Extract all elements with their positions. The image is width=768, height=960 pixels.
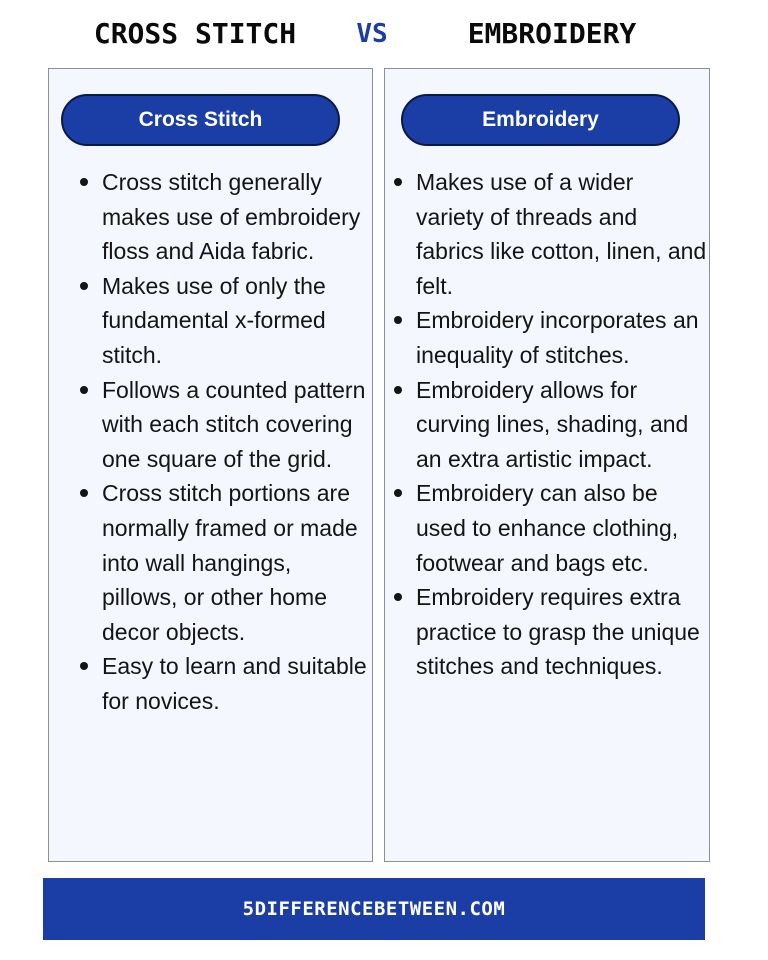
list-item: [391, 165, 707, 303]
list-item-text: Embroidery requires extra practice to grasp the unique stitches and techniques.: [416, 584, 700, 680]
bullet-icon: [80, 282, 88, 290]
list-item: [77, 165, 367, 269]
list-item: [77, 476, 367, 649]
cross-stitch-heading: Cross Stitch: [61, 94, 340, 146]
list-item-text: Easy to learn and suitable for novices.: [102, 653, 367, 714]
bullet-icon: [80, 662, 88, 670]
embroidery-column: [384, 68, 710, 862]
bullet-icon: [80, 489, 88, 497]
list-item: [77, 649, 367, 718]
list-item-text: Makes use of only the fundamental x-formed stitch.: [102, 272, 326, 368]
bullet-icon: [394, 178, 402, 186]
bullet-icon: [80, 386, 88, 394]
list-item-text: Embroidery incorporates an inequality of stitches.: [416, 307, 699, 368]
list-item-text: Embroidery can also be used to enhance clothing, footwear and bags etc.: [416, 480, 679, 576]
list-item-text: Embroidery allows for curving lines, shading, and an extra artistic impact.: [416, 376, 689, 472]
list-item: [391, 476, 707, 580]
cross-stitch-column: [48, 68, 373, 862]
left-title: CROSS STITCH: [93, 17, 297, 50]
bullet-icon: [80, 178, 88, 186]
comparison-header: [0, 14, 768, 54]
list-item-text: Cross stitch generally makes use of embroidery floss and Aida fabric.: [102, 169, 361, 265]
embroidery-heading: Embroidery: [401, 94, 680, 146]
versus-label: VS: [356, 19, 388, 49]
bullet-icon: [394, 593, 402, 601]
site-footer-banner: 5DIFFERENCEBETWEEN.COM: [43, 878, 705, 940]
list-item: [391, 373, 707, 477]
bullet-icon: [394, 386, 402, 394]
right-title: EMBROIDERY: [467, 17, 637, 50]
embroidery-points: [391, 165, 707, 684]
list-item-text: Cross stitch portions are normally framed or made into wall hangings, pillows, or other home decor objects.: [102, 480, 358, 645]
cross-stitch-points: [77, 165, 367, 719]
bullet-icon: [394, 489, 402, 497]
list-item: [391, 580, 707, 684]
list-item: [391, 303, 707, 372]
list-item: [77, 373, 367, 477]
list-item-text: Follows a counted pattern with each stitch covering one square of the grid.: [102, 376, 366, 472]
bullet-icon: [394, 316, 402, 324]
list-item: [77, 269, 367, 373]
list-item-text: Makes use of a wider variety of threads and fabrics like cotton, linen, and felt.: [416, 169, 707, 299]
